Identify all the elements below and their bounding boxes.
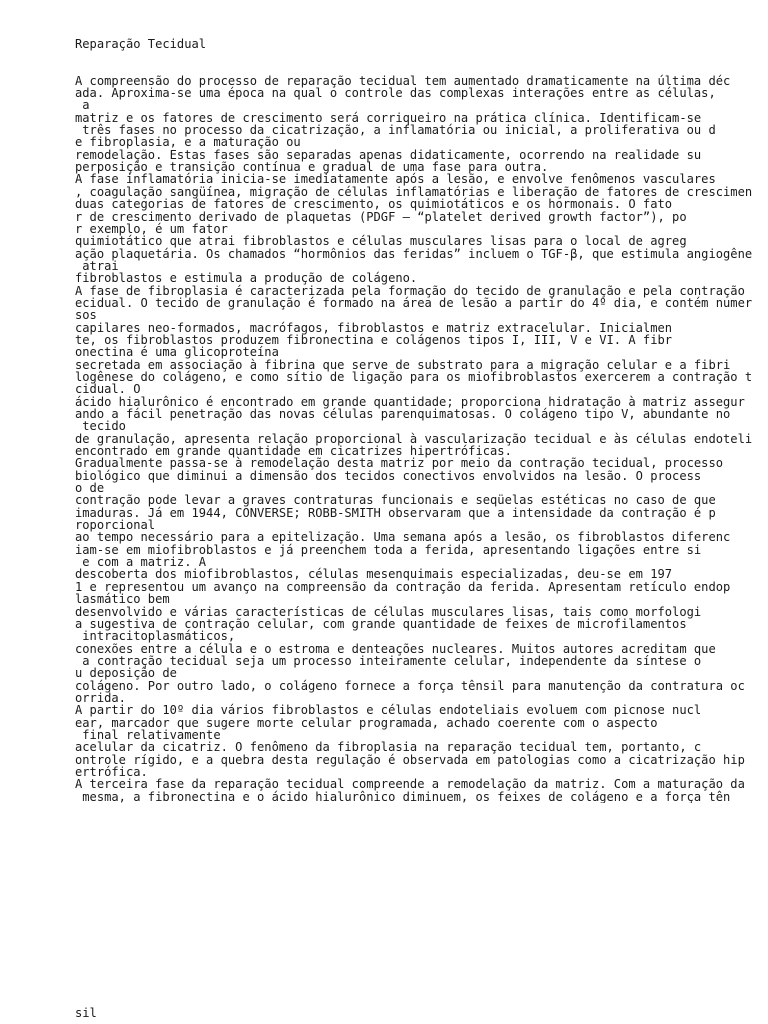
text-line: final relativamente xyxy=(75,727,221,742)
text-line: imaduras. Já em 1944, CONVERSE; ROBB-SMITH observaram que a intensidade da contração é p xyxy=(75,505,716,520)
text-line: a sugestiva de contração celular, com grande quantidade de feixes de microfilamentos xyxy=(75,616,687,631)
text-line: logênese do colágeno, e como sítio de ligação para os miofibroblastos exercerem a contração t xyxy=(75,369,753,384)
document-title: Reparação Tecidual xyxy=(75,36,207,51)
text-line: a contração tecidual seja um processo inteiramente celular, independente da síntese o xyxy=(75,653,702,668)
text-line: capilares neo-formados, macrófagos, fibroblastos e matriz extracelular. Inicialmen xyxy=(75,320,673,335)
text-line: e com a matriz. A xyxy=(75,555,207,570)
text-line: A partir do 10º dia vários fibroblastos e células endoteliais evoluem com picnose nucl xyxy=(75,703,702,718)
text-line: desenvolvido e várias características de células musculares lisas, tais como morfologi xyxy=(75,604,702,619)
text-line: ao tempo necessário para a epitelização. Uma semana após a lesão, os fibroblastos diferenc xyxy=(75,530,731,545)
text-line: onectina é uma glicoproteína xyxy=(75,345,279,360)
text-line: matriz e os fatores de crescimento será corriqueiro na prática clínica. Identificam-se xyxy=(75,110,702,125)
text-line: ada. Aproxima-se uma época na qual o controle das complexas interações entre as células, xyxy=(75,86,716,101)
text-line: a xyxy=(75,98,90,113)
text-line: ando a fácil penetração das novas células parenquimatosas. O colágeno tipo V, abundante no xyxy=(75,407,731,421)
text-line: colágeno. Por outro lado, o colágeno fornece a força tênsil para manutenção da contratura oc xyxy=(75,678,745,693)
text-line: intracitoplasmáticos, xyxy=(75,629,236,644)
text-line: u deposição de xyxy=(75,666,177,681)
text-line: iam-se em miofibroblastos e já preenchem toda a ferida, apresentando ligações entre si xyxy=(75,542,702,557)
text-line: ação plaquetária. Os chamados “hormônios das feridas” incluem o TGF-β, que estimula angiogêne xyxy=(75,246,753,261)
text-line: orrida. xyxy=(75,690,126,705)
text-line: biológico que diminui a dimensão dos tecidos conectivos envolvidos na lesão. O process xyxy=(75,468,702,483)
text-line: o de xyxy=(75,481,105,496)
text-line: ácido hialurônico é encontrado em grande quantidade; proporciona hidratação à matriz assegur xyxy=(75,394,745,409)
text-line: secretada em associação à fibrina que serve de substrato para a migração celular e a fibri xyxy=(75,357,731,372)
text-line: fibroblastos e estimula a produção de colágeno. xyxy=(75,271,418,286)
text-line: , coagulação sangüínea, migração de células inflamatórias e liberação de fatores de crescimen xyxy=(75,184,753,199)
text-line: encontrado em grande quantidade em cicatrizes hipertróficas. xyxy=(75,444,512,459)
text-line: ecidual. O tecido de granulação é formado na área de lesão a partir do 4º dia, e contém numer xyxy=(75,295,753,310)
text-line: contração pode levar a graves contraturas funcionais e seqüelas estéticas no caso de que xyxy=(75,493,716,508)
text-line: Gradualmente passa-se à remodelação desta matriz por meio da contração tecidual, processo xyxy=(75,456,724,471)
text-line: A terceira fase da reparação tecidual compreende a remodelação da matriz. Com a maturação da xyxy=(75,777,745,792)
text-line: r exemplo, é um fator xyxy=(75,221,228,236)
text-line: quimiotático que atrai fibroblastos e células musculares lisas para o local de agreg xyxy=(75,234,687,249)
text-line: 1 e representou um avanço na compreensão da contração da ferida. Apresentam retículo endop xyxy=(75,579,731,594)
text-line: três fases no processo da cicatrização, a inflamatória ou inicial, a proliferativa ou d xyxy=(75,123,716,138)
trailing-fragment: sil xyxy=(75,1006,97,1020)
text-line: conexões entre a célula e o estroma e denteações nucleares. Muitos autores acreditam que xyxy=(75,641,716,656)
text-line: mesma, a fibronectina e o ácido hialurônico diminuem, os feixes de colágeno e a força tên xyxy=(75,789,731,803)
text-line: duas categorias de fatores de crescimento, os quimiotáticos e os hormonais. O fato xyxy=(75,197,673,212)
text-line: sos xyxy=(75,308,97,323)
text-line: atrai xyxy=(75,258,119,273)
text-line: acelular da cicatriz. O fenômeno da fibroplasia na reparação tecidual tem, portanto, c xyxy=(75,740,702,755)
text-line: te, os fibroblastos produzem fibronectina e colágenos tipos I, III, V e VI. A fibr xyxy=(75,332,673,347)
text-line: tecido xyxy=(75,419,126,434)
text-line: ear, marcador que sugere morte celular programada, achado coerente com o aspecto xyxy=(75,715,658,730)
text-line: remodelação. Estas fases são separadas apenas didaticamente, ocorrendo na realidade su xyxy=(75,147,702,162)
text-line: perposição e transição contínua e gradual de uma fase para outra. xyxy=(75,160,549,175)
text-line: ertrófica. xyxy=(75,764,148,779)
text-line: r de crescimento derivado de plaquetas (PDGF – “platelet derived growth factor”), po xyxy=(75,209,687,224)
document-body xyxy=(75,13,768,803)
text-line: A fase inflamatória inicia-se imediatamente após a lesão, e envolve fenômenos vasculares xyxy=(75,172,716,187)
text-line: ontrole rígido, e a quebra desta regulação é observada em patologias como a cicatrização hip xyxy=(75,752,745,767)
text-line: A fase de fibroplasia é caracterizada pela formação do tecido de granulação e pela contração xyxy=(75,283,745,298)
text-line: roporcional xyxy=(75,518,156,533)
text-line: cidual. O xyxy=(75,382,141,397)
text-line: descoberta dos miofibroblastos, células mesenquimais especializadas, deu-se em 197 xyxy=(75,567,673,582)
text-line: A compreensão do processo de reparação tecidual tem aumentado dramaticamente na última déc xyxy=(75,73,731,88)
text-line: lasmático bem xyxy=(75,592,170,607)
text-line: e fibroplasia, e a maturação ou xyxy=(75,135,301,150)
text-line: de granulação, apresenta relação proporcional à vascularização tecidual e às células endoteli xyxy=(75,431,753,446)
